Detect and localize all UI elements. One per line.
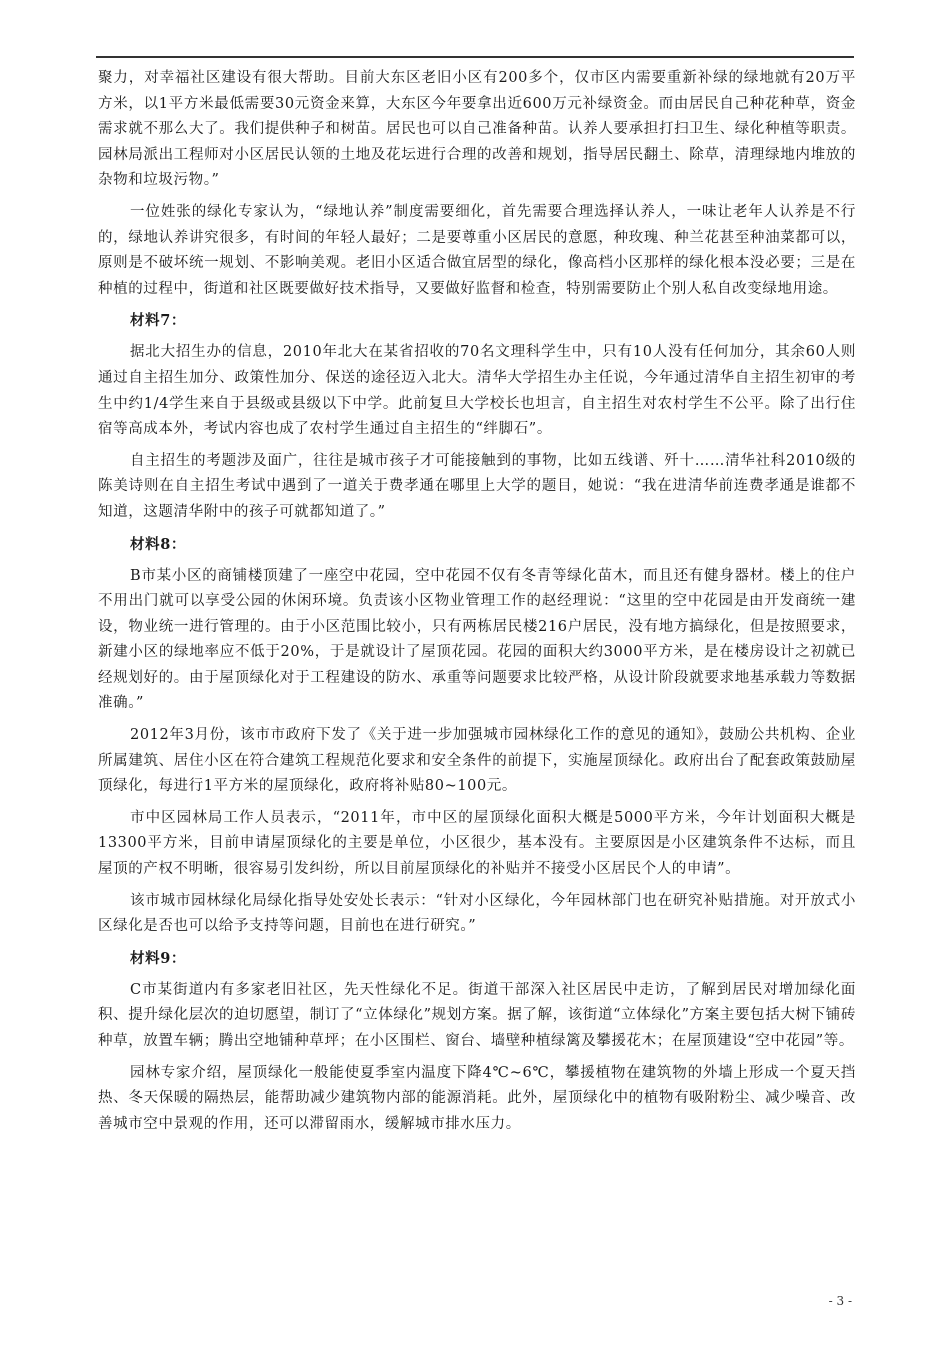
paragraph: 据北大招生办的信息，2010年北大在某省招收的70名文理科学生中，只有10人没有任何加分，其余60人则通过自主招生加分、政策性加分、保送的途径迈入北大。清华大学招生办主任说，今年通过清华自主招生初审的考生中约1/4学生来自于县级或县级以下中学。此前复旦大学校长也坦言，自主招生对农村学生不公平。除了出行住宿等高成本外，考试内容也成了农村学生通过自主招生的“绊脚石”。 xyxy=(98,344,856,438)
paragraph: 园林专家介绍，屋顶绿化一般能使夏季室内温度下降4℃~6℃，攀援植物在建筑物的外墙上形成一个夏天挡热、冬天保暖的隔热层，能帮助减少建筑物内部的能源消耗。此外，屋顶绿化中的植物有吸附粉尘、减少噪音、改善城市空中景观的作用，还可以滞留雨水，缓解城市排水压力。 xyxy=(98,1064,856,1132)
section-heading-material-9: 材料9： xyxy=(130,949,186,967)
header-rule xyxy=(96,56,854,58)
section-heading-material-7: 材料7： xyxy=(130,312,186,330)
paragraph: 自主招生的考题涉及面广，往往是城市孩子才可能接触到的事物，比如五线谱、歼十……清华社科2010级的陈美诗则在自主招生考试中遇到了一道关于费孝通在哪里上大学的题目，她说：“我在进清华前连费孝通是谁都不知道，这题清华附中的孩子可就都知道了。” xyxy=(98,452,856,520)
paragraph: B市某小区的商铺楼顶建了一座空中花园，空中花园不仅有冬青等绿化苗木，而且还有健身器材。楼上的住户不用出门就可以享受公园的休闲环境。负责该小区物业管理工作的赵经理说：“这里的空中花园是由开发商统一建设，物业统一进行管理的。由于小区范围比较小，只有两栋居民楼216户居民，没有地方搞绿化，但是按照要求，新建小区的绿地率应不低于20%，于是就设计了屋顶花园。花园的面积大约3000平方米，是在楼房设计之初就已经规划好的。由于屋顶绿化对于工程建设的防水、承重等问题要求比较严格，从设计阶段就要求地基承载力等数据准确。” xyxy=(98,567,856,712)
page-number: - 3 - xyxy=(828,1294,852,1308)
document-body xyxy=(98,66,856,1143)
paragraph: 2012年3月份，该市市政府下发了《关于进一步加强城市园林绿化工作的意见的通知》，鼓励公共机构、企业所属建筑、居住小区在符合建筑工程规范化要求和安全条件的前提下，实施屋顶绿化。政府出台了配套政策鼓励屋顶绿化，每进行1平方米的屋顶绿化，政府将补贴80~100元。 xyxy=(98,727,856,795)
paragraph: C市某街道内有多家老旧社区，先天性绿化不足。街道干部深入社区居民中走访，了解到居民对增加绿化面积、提升绿化层次的迫切愿望，制订了“立体绿化”规划方案。据了解，该街道“立体绿化”方案主要包括大树下铺砖种草，放置车辆；腾出空地铺种草坪；在小区围栏、窗台、墙壁种植绿篱及攀援花木；在屋顶建设“空中花园”等。 xyxy=(98,981,856,1049)
paragraph: 市中区园林局工作人员表示，“2011年，市中区的屋顶绿化面积大概是5000平方米，今年计划面积大概是13300平方米，目前申请屋顶绿化的主要是单位，小区很少，基本没有。主要原因是小区建筑条件不达标，而且屋顶的产权不明晰，很容易引发纠纷，所以目前屋顶绿化的补贴并不接受小区居民个人的申请”。 xyxy=(98,809,856,878)
paragraph: 该市城市园林绿化局绿化指导处安处长表示：“针对小区绿化，今年园林部门也在研究补贴措施。对开放式小区绿化是否也可以给予支持等问题，目前也在进行研究。” xyxy=(98,892,856,935)
paragraph: 聚力，对幸福社区建设有很大帮助。目前大东区老旧小区有200多个，仅市区内需要重新补绿的绿地就有20万平方米，以1平方米最低需要30元资金来算，大东区今年要拿出近600万元补绿资金。而由居民自己种花种草，资金需求就不那么大了。我们提供种子和树苗。居民也可以自己准备种苗。认养人要承担打扫卫生、绿化种植等职责。园林局派出工程师对小区居民认领的土地及花坛进行合理的改善和规划，指导居民翻土、除草，清理绿地内堆放的杂物和垃圾污物。” xyxy=(98,70,856,189)
paragraph: 一位姓张的绿化专家认为，“绿地认养”制度需要细化，首先需要合理选择认养人，一味让老年人认养是不行的，绿地认养讲究很多，有时间的年轻人最好；二是要尊重小区居民的意愿，种玫瑰、种兰花甚至种油菜都可以，原则是不破坏统一规划、不影响美观。老旧小区适合做宜居型的绿化，像高档小区那样的绿化根本没必要；三是在种植的过程中，街道和社区既要做好技术指导，又要做好监督和检查，特别需要防止个别人私自改变绿地用途。 xyxy=(98,203,856,297)
section-heading-material-8: 材料8： xyxy=(130,535,186,553)
